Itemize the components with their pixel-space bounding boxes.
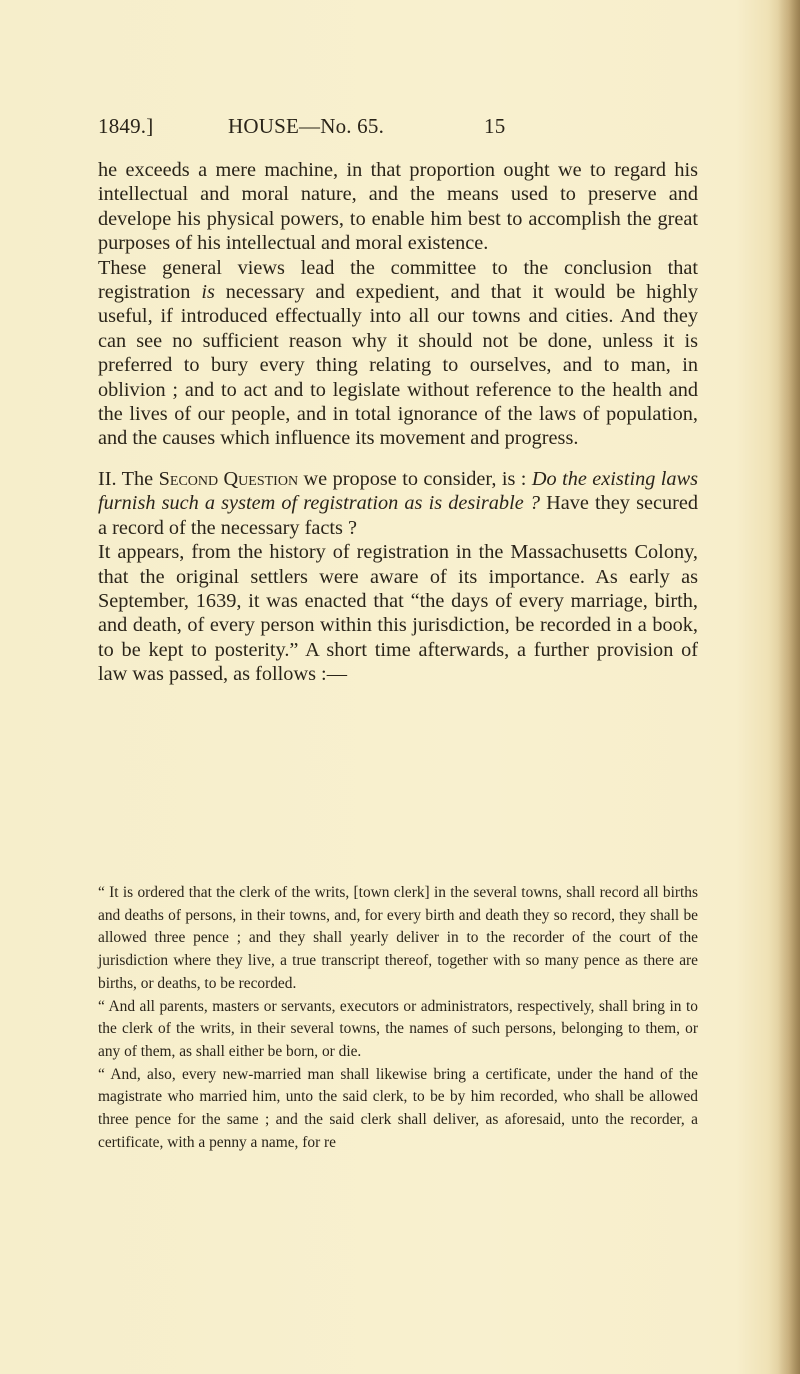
paragraph-1: he exceeds a mere machine, in that proportion ought we to regard his intellectual and moral nature, and the means used to preserve and develope his physical powers, to enable him best to accomplish the great purposes of his intellectual and moral existence. <box>98 159 698 255</box>
second-question-heading: Second Question <box>158 467 299 490</box>
emphasis-is: is <box>201 281 215 304</box>
quotation-paragraph-3: “ And, also, every new-married man shall likewise bring a certificate, under the hand of the magistrate who married him, unto the said clerk, to be by him recorded, who shall be allowed three pence for the same ; and the said clerk shall deliver, as aforesaid, unto the recorder, a certificate, with a penny a name, for re <box>98 1065 698 1151</box>
page-number: 15 <box>484 114 506 138</box>
running-head <box>98 114 698 144</box>
paragraph-4: It appears, from the history of registration in the Massachusetts Colony, that the original settlers were aware of its importance. As early as September, 1639, it was enacted that “the days of every marriage, birth, and death, of every person within this jurisdiction, be recorded in a book, to be kept to posterity.” A short time afterwards, a further provision of law was passed, as follows :— <box>98 541 698 686</box>
question-text: Do the existing laws furnish such a system of registration as is desirable ? <box>98 467 698 515</box>
law-quotation <box>98 882 698 1154</box>
quotation-paragraph-1: “ It is ordered that the clerk of the writs, [town clerk] in the several towns, shall record all births and deaths of persons, in their towns, and, for every birth and death they so record, they shall be allowed three pence ; and they shall yearly deliver in to the recorder of the court of the jurisdiction where they live, a true transcript thereof, together with so many pence as there are births, or deaths, to be recorded. <box>98 884 698 992</box>
quotation-paragraph-2: “ And all parents, masters or servants, executors or administrators, respectively, shall bring in to the clerk of the writs, in their several towns, the names of such persons, belonging to them, or any of them, as shall either be born, or die. <box>98 997 698 1060</box>
body-text <box>98 158 698 687</box>
page-edge-shadow <box>778 0 800 1374</box>
running-head-title: HOUSE—No. 65. <box>228 114 385 138</box>
running-head-year: 1849.] <box>98 114 154 138</box>
paragraph-second-question: II. The Second Question we propose to consider, is : Do the existing laws furnish such a system of registration as is desirable ? Have they secured a record of the necessary facts ? <box>98 467 699 539</box>
paragraph-2: These general views lead the committee to the conclusion that registration is necessary and expedient, and that it would be highly useful, if introduced effectually into all our towns and cities. And they can see no sufficient reason why it should not be done, unless it is preferred to bury every thing relating to ourselves, and to man, in oblivion ; and to act and to legislate without reference to the health and the lives of our people, and in total ignorance of the laws of population, and the causes which influence its movement and progress. <box>98 256 698 450</box>
